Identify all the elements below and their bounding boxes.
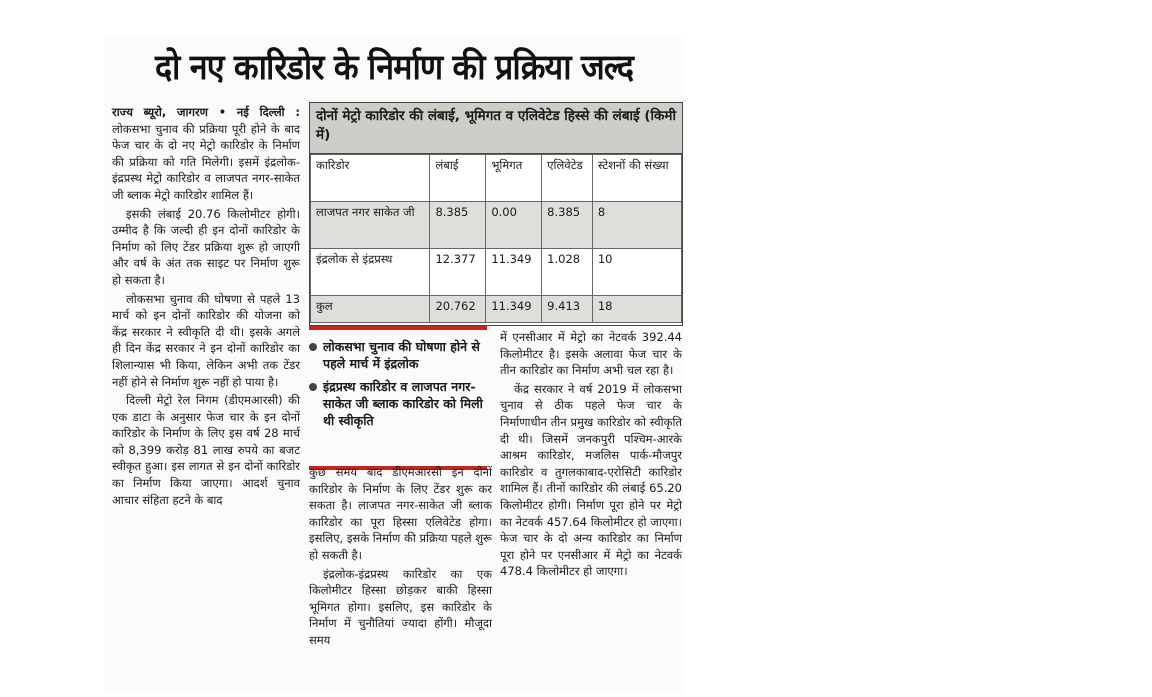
table-header-row	[311, 155, 682, 202]
header-cell: भूमिगत	[486, 155, 542, 202]
bullet-icon	[309, 383, 317, 391]
header-cell: कारिडोर	[311, 155, 430, 202]
table-cell: 0.00	[486, 202, 542, 249]
metro-corridor-table	[309, 102, 683, 326]
table-cell: 8.385	[542, 202, 593, 249]
bullet-icon	[309, 343, 317, 351]
table-cell: 11.349	[486, 249, 542, 296]
table-total-row	[311, 296, 682, 323]
table-cell: 20.762	[430, 296, 486, 323]
table-cell: 12.377	[430, 249, 486, 296]
table-cell: 9.413	[542, 296, 593, 323]
table-cell: 8.385	[430, 202, 486, 249]
paragraph: दिल्ली मेट्रो रेल निगम (डीएमआरसी) की एक डाटा के अनुसार फेज चार के इन दोनों कारिडोर के निर्माण के लिए इस वर्ष 28 मार्च को 8,399 करोड़ 81 लाख रुपये का बजट स्वीकृत हुआ। इस लागत से इन दोनों कारिडोर का निर्माण किया जाएगा। आदर्श चुनाव आचार संहिता हटने के बाद	[112, 393, 300, 507]
table-cell: लाजपत नगर साकेत जी	[311, 202, 430, 249]
paragraph: कुछ समय बाद डीएमआरसी इन दोनों कारिडोर के निर्माण के लिए टेंडर शुरू कर सकता है। लाजपत नगर-साकेत जी ब्लाक कारिडोर का पूरा हिस्सा एलिवेटेड होगा। इसलिए, इसके निर्माण की प्रक्रिया पहले शुरू हो सकती है।	[309, 465, 492, 562]
paragraph: इसकी लंबाई 20.76 किलोमीटर होगी। उम्मीद है कि जल्दी ही इन दोनों कारिडोर के निर्माण को लिए टेंडर प्रक्रिया शुरू हो जाएगी और वर्ष के अंत तक साइट पर निर्माण शुरू हो सकता है।	[112, 206, 300, 287]
article-column-1	[112, 104, 300, 510]
article-column-2	[309, 464, 492, 651]
dateline: राज्य ब्यूरो, जागरण • नई दिल्ली :	[112, 105, 300, 119]
newspaper-clipping	[104, 38, 684, 693]
highlight-item	[309, 378, 487, 429]
paragraph-text: लोकसभा चुनाव की प्रक्रिया पूरी होने के बाद फेज चार के दो नए मेट्रो कारिडोर के निर्माण की प्रक्रिया को गति मिलेगी। इसमें इंद्रलोक-इंद्रप्रस्थ मेट्रो कारिडोर व लाजपत नगर-साकेत जी ब्लाक मेट्रो कारिडोर शामिल हैं।	[112, 121, 300, 202]
table-cell: 18	[592, 296, 681, 323]
paragraph: में एनसीआर में मेट्रो का नेटवर्क 392.44 किलोमीटर है। इसके अलावा फेज चार के तीन कारिडोर का निर्माण अभी चल रहा है।	[500, 330, 682, 378]
header-cell: एलिवेटेड	[542, 155, 593, 202]
header-cell: लंबाई	[430, 155, 486, 202]
paragraph: केंद्र सरकार ने वर्ष 2019 में लोकसभा चुनाव से ठीक पहले फेज चार के निर्माणाधीन तीन प्रमुख कारिडोर को स्वीकृति दी थी। जिसमें जनकपुरी पश्चिम-आरके आश्रम कारिडोर, मजलिस पार्क-मौजपुर कारिडोर व तुगलकाबाद-एरोसिटी कारिडोर शामिल हैं। तीनों कारिडोर की लंबाई 65.20 किलोमीटर होगी। निर्माण पूरा होने पर मेट्रो का नेटवर्क 457.64 किलोमीटर हो जाएगा। फेज चार के दो अन्य कारिडोर का निर्माण पूरा होने पर एनसीआर में मेट्रो का नेटवर्क 478.4 किलोमीटर हो जाएगा।	[500, 381, 682, 579]
table-cell: 10	[592, 249, 681, 296]
table-cell: कुल	[311, 296, 430, 323]
paragraph	[112, 104, 300, 204]
paragraph: लोकसभा चुनाव की घोषणा से पहले 13 मार्च को इन दोनों कारिडोर की योजना को केंद्र सरकार ने स्वीकृति दी थी। इसके अगले ही दिन केंद्र सरकार ने इन दोनों कारिडोर का शिलान्यास भी किया, लेकिन अभी तक टेंडर नहीं होने से निर्माण शुरू नहीं हो पाया है।	[112, 291, 300, 389]
table-row	[311, 202, 682, 249]
header-cell: स्टेशनों की संख्या	[592, 155, 681, 202]
article-column-3	[500, 329, 682, 582]
table-cell: 11.349	[486, 296, 542, 323]
paragraph: इंद्रलोक-इंद्रप्रस्थ कारिडोर का एक किलोमीटर हिस्सा छोड़कर बाकी हिस्सा भूमिगत होगा। इसलिए, इस कारिडोर के निर्माण में चुनौतियां ज्यादा होंगी। मौजूदा समय	[309, 566, 492, 647]
table-title: दोनों मेट्रो कारिडोर की लंबाई, भूमिगत व एलिवेटेड हिस्से की लंबाई (किमी में)	[310, 103, 682, 154]
highlight-text: इंद्रप्रस्थ कारिडोर व लाजपत नगर-साकेत जी ब्लाक कारिडोर को मिली थी स्वीकृति	[323, 379, 483, 428]
headline: दो नए कारिडोर के निर्माण की प्रक्रिया जल्द	[154, 48, 634, 88]
table-cell: 1.028	[542, 249, 593, 296]
highlight-text: लोकसभा चुनाव की घोषणा होने से पहले मार्च में इंद्रलोक	[323, 339, 480, 371]
table-cell: 8	[592, 202, 681, 249]
data-table	[310, 154, 682, 323]
table-cell: इंद्रलोक से इंद्रप्रस्थ	[311, 249, 430, 296]
table-row	[311, 249, 682, 296]
highlight-item	[309, 338, 487, 372]
highlight-box	[309, 326, 487, 470]
